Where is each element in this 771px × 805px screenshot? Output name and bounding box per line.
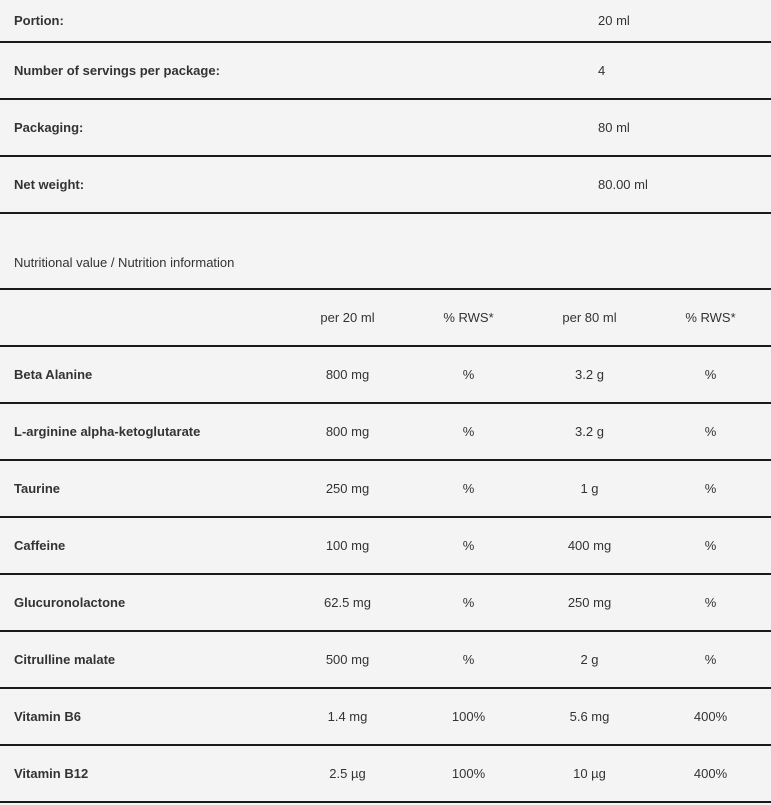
ingredient-rws20: % <box>462 367 475 382</box>
table-row <box>0 746 771 803</box>
ingredient-rws80: % <box>704 595 717 610</box>
header-cell-rws20: % RWS* <box>443 310 494 325</box>
info-value: 80.00 ml <box>598 177 648 192</box>
ingredient-rws20: % <box>462 538 475 553</box>
ingredient-per80: 1 g <box>580 481 599 496</box>
ingredient-rws80: % <box>704 538 717 553</box>
ingredient-rws80: 400% <box>693 709 728 724</box>
ingredient-rws20: % <box>462 481 475 496</box>
ingredient-rws20: % <box>462 595 475 610</box>
ingredient-per20: 250 mg <box>325 481 370 496</box>
table-row <box>0 689 771 746</box>
ingredient-rws20: % <box>462 652 475 667</box>
table-row <box>0 347 771 404</box>
info-row-servings <box>0 43 771 100</box>
table-row <box>0 575 771 632</box>
ingredient-rws80: 400% <box>693 766 728 781</box>
ingredient-per80: 3.2 g <box>575 367 604 382</box>
ingredient-name: L-arginine alpha-ketoglutarate <box>14 424 201 439</box>
info-label: Portion: <box>14 13 64 28</box>
header-cell-per20: per 20 ml <box>320 310 375 325</box>
ingredient-per20: 62.5 mg <box>324 595 371 610</box>
header-cell-rws80: % RWS* <box>685 310 736 325</box>
ingredient-rws80: % <box>704 652 717 667</box>
ingredient-rws20: 100% <box>451 766 486 781</box>
info-label: Packaging: <box>14 120 84 135</box>
ingredient-name: Vitamin B12 <box>14 766 89 781</box>
ingredient-per80: 5.6 mg <box>569 709 610 724</box>
ingredient-name: Beta Alanine <box>14 367 93 382</box>
info-value: 20 ml <box>598 13 630 28</box>
ingredient-per80: 250 mg <box>567 595 612 610</box>
nutrition-table <box>0 236 771 803</box>
nutrition-header-row <box>0 290 771 347</box>
ingredient-name: Taurine <box>14 481 60 496</box>
ingredient-name: Citrulline malate <box>14 652 116 667</box>
nutrition-section-title <box>0 236 771 290</box>
ingredient-rws80: % <box>704 424 717 439</box>
ingredient-per80: 400 mg <box>567 538 612 553</box>
table-row <box>0 461 771 518</box>
info-row-net-weight <box>0 157 771 214</box>
ingredient-per20: 800 mg <box>325 367 370 382</box>
ingredient-per20: 800 mg <box>325 424 370 439</box>
ingredient-rws20: 100% <box>451 709 486 724</box>
table-gap <box>0 214 771 236</box>
ingredient-rws80: % <box>704 367 717 382</box>
table-row <box>0 632 771 689</box>
product-info-table <box>0 0 771 214</box>
info-row-portion <box>0 0 771 43</box>
table-row <box>0 518 771 575</box>
ingredient-name: Vitamin B6 <box>14 709 81 724</box>
info-value: 80 ml <box>598 120 630 135</box>
ingredient-name: Caffeine <box>14 538 66 553</box>
ingredient-per20: 500 mg <box>325 652 370 667</box>
ingredient-per20: 1.4 mg <box>327 709 368 724</box>
ingredient-per20: 2.5 µg <box>329 766 366 781</box>
info-label: Net weight: <box>14 177 85 192</box>
ingredient-per80: 3.2 g <box>575 424 604 439</box>
ingredient-per80: 2 g <box>580 652 599 667</box>
ingredient-rws20: % <box>462 424 475 439</box>
section-title-text: Nutritional value / Nutrition information <box>14 254 235 270</box>
info-row-packaging <box>0 100 771 157</box>
ingredient-per80: 10 µg <box>573 766 606 781</box>
info-value: 4 <box>598 63 606 78</box>
info-label: Number of servings per package: <box>14 63 220 78</box>
ingredient-name: Glucuronolactone <box>14 595 126 610</box>
header-cell-per80: per 80 ml <box>562 310 617 325</box>
ingredient-per20: 100 mg <box>325 538 370 553</box>
table-row <box>0 404 771 461</box>
ingredient-rws80: % <box>704 481 717 496</box>
